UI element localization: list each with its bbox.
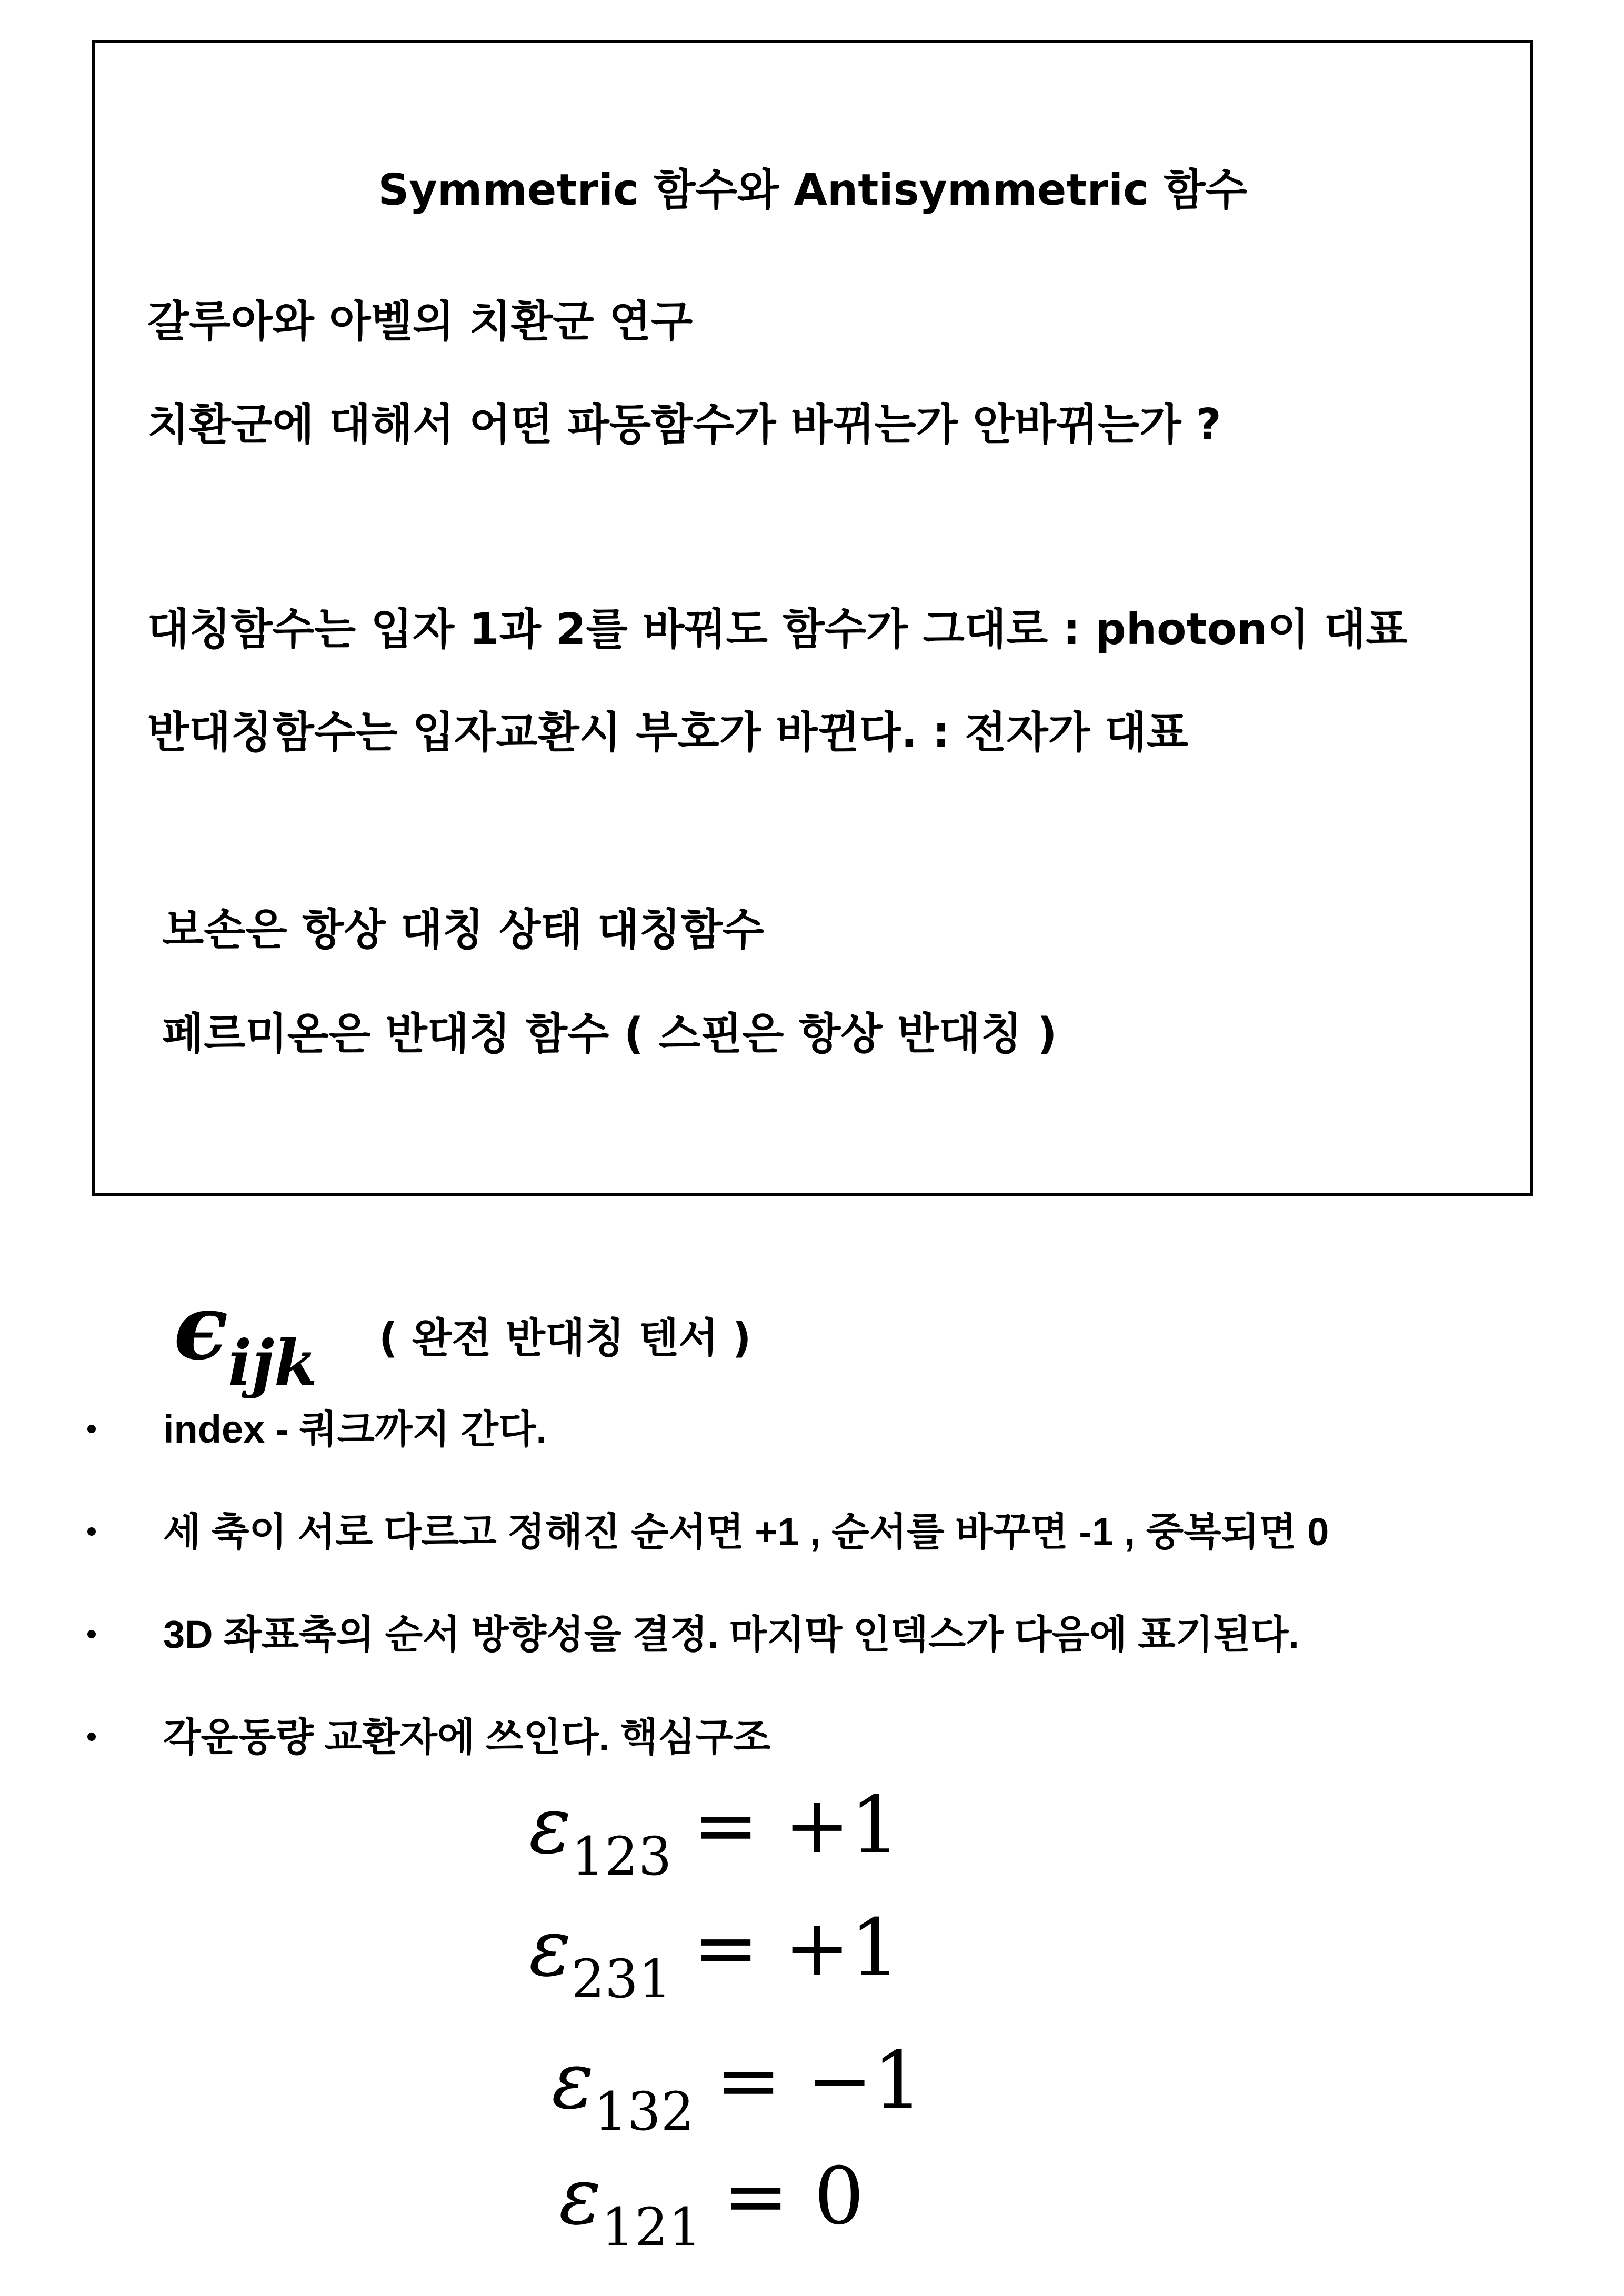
bullet-item-commutator: 각운동량 교환자에 쓰인다. 핵심구조: [163, 1715, 771, 1759]
equation-subscript: 231: [571, 1948, 672, 2010]
equation-rhs: = +1: [693, 1902, 900, 1994]
bullet-marker: [87, 1425, 96, 1433]
equation-rhs: = +1: [693, 1780, 900, 1871]
symmetric-function-box: [92, 40, 1533, 1196]
equation-rhs: = −1: [715, 2035, 923, 2127]
epsilon-subscript: ijk: [228, 1326, 317, 1399]
bullet-item-sign-rule: 세 축이 서로 다르고 정해진 순서면 +1 , 순서를 바꾸면 -1 , 중복되면 0: [163, 1510, 1329, 1554]
box-line-symmetric-function: 대칭함수는 입자 1과 2를 바꿔도 함수가 그대로 : photon이 대표: [147, 605, 1408, 654]
equation-symbol: ε: [552, 2035, 594, 2127]
equation-symbol: ε: [559, 2151, 602, 2242]
equation-subscript: 121: [601, 2197, 702, 2258]
equation-epsilon-231: [529, 1902, 900, 2010]
equation-subscript: 132: [594, 2081, 695, 2142]
box-line-wavefunction-question: 치환군에 대해서 어떤 파동함수가 바뀌는가 안바뀌는가 ?: [147, 400, 1221, 450]
bullet-marker: [87, 1733, 96, 1741]
box-line-permutation-group: 갈루아와 아벨의 치환군 연구: [147, 297, 693, 347]
bullet-item-index: index - 쿼크까지 간다.: [163, 1407, 547, 1451]
bullet-item-orientation: 3D 좌표축의 순서 방향성을 결정. 마지막 인덱스가 다음에 표기된다.: [163, 1613, 1299, 1656]
equation-epsilon-132: [552, 2035, 923, 2142]
levi-civita-symbol: [174, 1275, 317, 1399]
bullet-marker: [87, 1630, 96, 1638]
equation-symbol: ε: [529, 1902, 572, 1994]
equation-subscript: 123: [571, 1826, 672, 1887]
equation-symbol: ε: [529, 1780, 572, 1871]
box-line-boson: 보손은 항상 대칭 상태 대칭함수: [162, 905, 764, 955]
box-line-fermion: 페르미온은 반대칭 함수 ( 스핀은 항상 반대칭 ): [162, 1009, 1057, 1059]
bullet-marker: [87, 1527, 96, 1536]
epsilon-symbol: ϵ: [174, 1275, 228, 1380]
box-line-antisymmetric-function: 반대칭함수는 입자교환시 부호가 바뀐다. : 전자가 대표: [147, 708, 1188, 758]
equation-epsilon-121: [559, 2151, 865, 2258]
tensor-caption: ( 완전 반대칭 텐서 ): [379, 1315, 751, 1362]
equation-rhs: = 0: [723, 2151, 865, 2242]
box-title: Symmetric 함수와 Antisymmetric 함수: [378, 165, 1247, 215]
equation-epsilon-123: [529, 1780, 900, 1887]
